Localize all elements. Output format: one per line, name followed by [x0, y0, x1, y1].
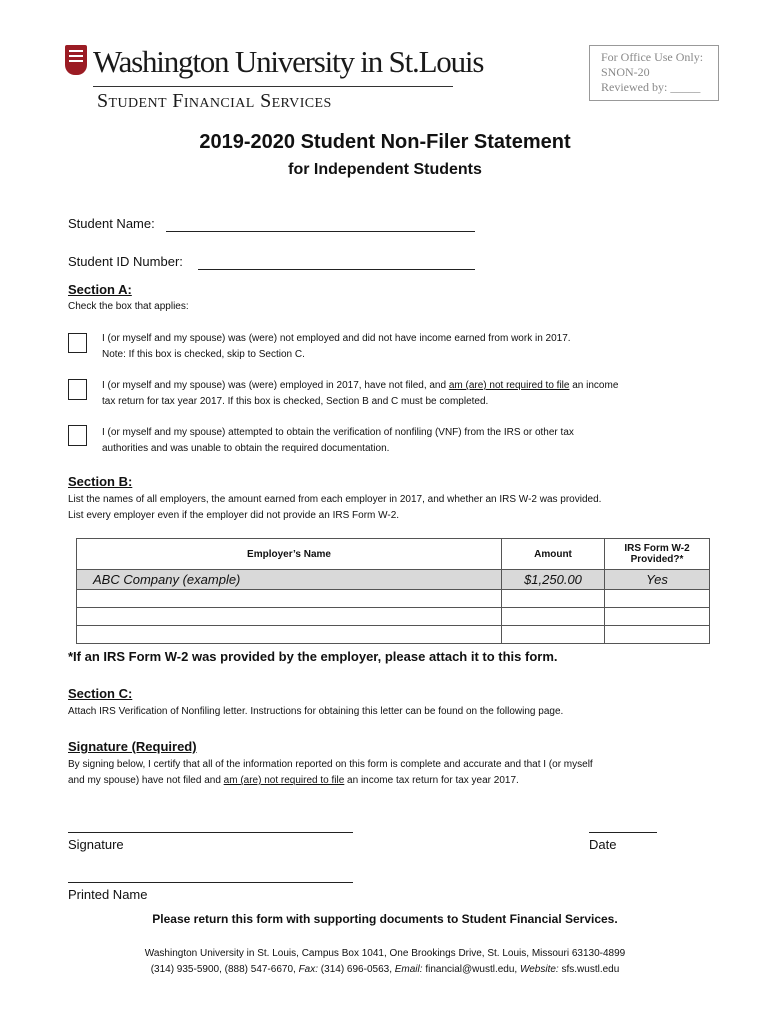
student-id-label: Student ID Number: — [68, 254, 183, 269]
section-b-instructions: List the names of all employers, the amount earned from each employer in 2017, and whether an IRS W-2 was provided. List every employer even if the employer did not provide an IRS Form W-2. — [68, 494, 602, 521]
w2-attach-note: *If an IRS Form W-2 was provided by the employer, please attach it to this form. — [68, 649, 558, 664]
student-name-field[interactable] — [166, 231, 475, 232]
table-row — [77, 626, 710, 644]
student-id-field[interactable] — [198, 269, 475, 270]
signature-field[interactable] — [68, 832, 353, 833]
column-amount: Amount — [502, 539, 605, 570]
table-row-example — [77, 570, 710, 590]
footer-address: Washington University in St. Louis, Campus Box 1041, One Brookings Drive, St. Louis, Missouri 63130-4899 — [144, 948, 626, 959]
university-name: Washington University in St.Louis — [93, 44, 484, 79]
amount-cell[interactable] — [502, 590, 605, 608]
column-employer-name: Employer’s Name — [77, 539, 502, 570]
office-use-label: For Office Use Only: — [601, 50, 704, 64]
w2-cell[interactable] — [605, 626, 710, 644]
employer-name-cell[interactable] — [77, 626, 502, 644]
university-shield-logo — [65, 45, 87, 75]
w2-cell[interactable] — [605, 590, 710, 608]
printed-name-field[interactable] — [68, 882, 353, 883]
certification-text: By signing below, I certify that all of the information reported on this form is complete and accurate and that I (or myself and my spouse) have not filed and am (are) not required to file an income tax return for tax year 2017. — [68, 759, 593, 786]
employer-name-cell[interactable] — [77, 608, 502, 626]
example-w2: Yes — [605, 570, 710, 590]
amount-cell[interactable] — [502, 626, 605, 644]
amount-cell[interactable] — [502, 608, 605, 626]
office-use-box — [589, 45, 719, 101]
printed-name-label: Printed Name — [68, 887, 148, 902]
office-form-code: SNON-20 — [601, 65, 650, 79]
signature-label: Signature — [68, 837, 124, 852]
w2-cell[interactable] — [605, 608, 710, 626]
example-employer-name: ABC Company (example) — [77, 570, 502, 590]
date-field[interactable] — [589, 832, 657, 833]
option-vnf-text: I (or myself and my spouse) attempted to obtain the verification of nonfiling (VNF) from the IRS or other tax authorities and was unable to obtain the required documentation. — [102, 427, 574, 454]
employer-name-cell[interactable] — [77, 590, 502, 608]
section-c-text: Attach IRS Verification of Nonfiling letter. Instructions for obtaining this letter can be found on the following page. — [68, 706, 564, 717]
department-name: Student Financial Services — [97, 90, 332, 112]
table-row — [77, 608, 710, 626]
return-instructions: Please return this form with supporting documents to Student Financial Services. — [152, 912, 618, 926]
form-title: 2019-2020 Student Non-Filer Statement — [199, 131, 571, 153]
section-c-heading: Section C: — [68, 686, 133, 701]
form-subtitle: for Independent Students — [288, 161, 482, 178]
checkbox-not-employed[interactable] — [68, 333, 87, 353]
employers-table — [76, 538, 710, 644]
logo-divider — [93, 86, 453, 87]
checkbox-vnf-unavailable[interactable] — [68, 425, 87, 446]
example-amount: $1,250.00 — [502, 570, 605, 590]
section-b-heading: Section B: — [68, 474, 133, 489]
option-not-employed-text: I (or myself and my spouse) was (were) not employed and did not have income earned from work in 2017. Note: If this box is checked, skip to Section C. — [102, 333, 571, 360]
section-a-instruction: Check the box that applies: — [68, 301, 189, 312]
date-label: Date — [589, 837, 617, 852]
signature-heading: Signature (Required) — [68, 739, 197, 754]
table-header-row — [77, 539, 710, 570]
office-reviewed-by: Reviewed by: _____ — [601, 80, 701, 94]
footer-contact: (314) 935-5900, (888) 547-6670, Fax: (314) 696-0563, Email: financial@wustl.edu, Website: sfs.wustl.edu — [150, 964, 620, 975]
section-a-heading: Section A: — [68, 282, 132, 297]
column-w2-provided: IRS Form W-2 Provided?* — [605, 539, 710, 570]
table-row — [77, 590, 710, 608]
student-name-label: Student Name: — [68, 216, 155, 231]
checkbox-employed-not-required[interactable] — [68, 379, 87, 400]
option-employed-text: I (or myself and my spouse) was (were) employed in 2017, have not filed, and am (are) not required to file an income tax return for tax year 2017. If this box is checked, Section B and C must be completed. — [102, 380, 619, 407]
